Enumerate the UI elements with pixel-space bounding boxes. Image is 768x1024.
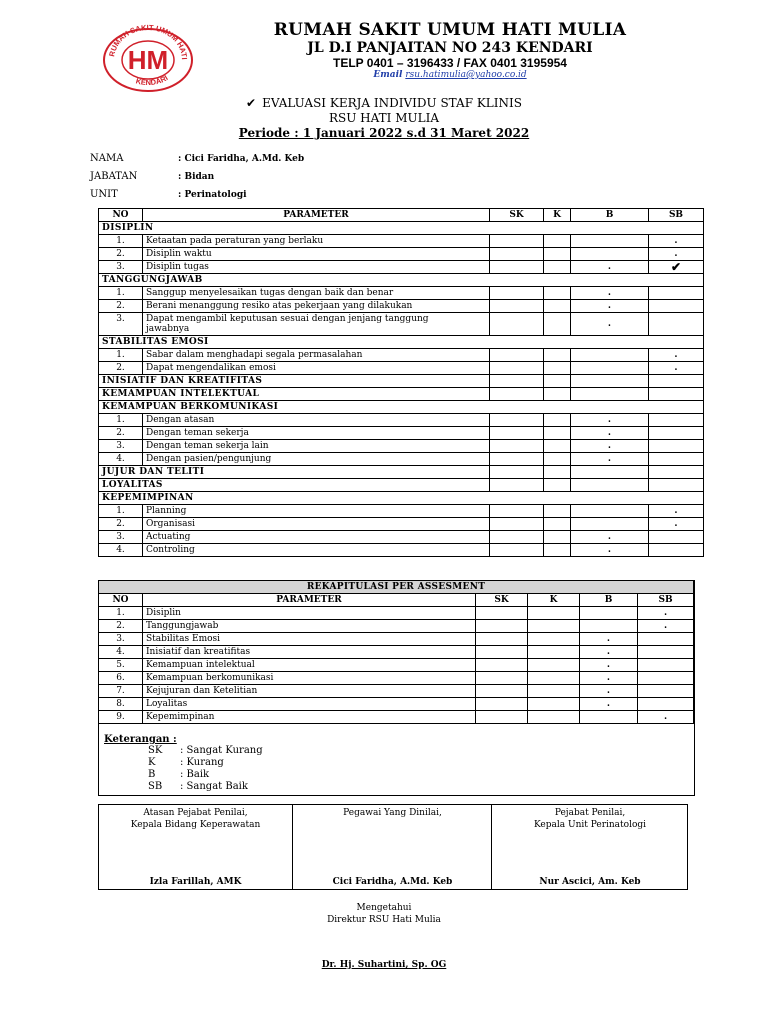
- email-label: Email: [373, 70, 403, 80]
- recap-row-parameter: Tanggungjawab: [143, 620, 476, 633]
- hospital-phone: TELP 0401 – 3196433 / FAX 0401 3195954: [333, 56, 567, 70]
- table-row: [99, 427, 704, 440]
- score-cell-k: [544, 362, 571, 375]
- row-number: 1.: [99, 235, 143, 248]
- score-cell-sb: [649, 453, 704, 466]
- score-cell-sb: .: [649, 235, 704, 248]
- recap-score-sb: .: [638, 620, 694, 633]
- unit-value: : Perinatologi: [178, 190, 247, 200]
- recap-row: [99, 607, 694, 620]
- recap-score-sb: [638, 659, 694, 672]
- table-row: [99, 248, 704, 261]
- row-number: 3.: [99, 261, 143, 274]
- row-number: 1.: [99, 287, 143, 300]
- row-parameter: Sabar dalam menghadapi segala permasalahan: [143, 349, 490, 362]
- param-line: jawabnya: [146, 324, 190, 334]
- row-number: 3.: [99, 313, 143, 336]
- footer: [0, 902, 768, 926]
- score-cell-k: [544, 466, 571, 479]
- name-value: : Cici Faridha, A.Md. Keb: [178, 154, 305, 164]
- logo-ring-bottom: KENDARI: [134, 73, 170, 88]
- recap-score-b: .: [580, 659, 638, 672]
- footer-line2: Direktur RSU Hati Mulia: [327, 915, 441, 925]
- score-cell-sb: [649, 544, 704, 557]
- hospital-logo: [100, 22, 196, 92]
- recap-score-b: .: [580, 685, 638, 698]
- director-name: Dr. Hj. Suhartini, Sp. OG: [321, 960, 447, 970]
- row-number: 2.: [99, 248, 143, 261]
- score-cell-k: [544, 531, 571, 544]
- section-label: KEMAMPUAN INTELEKTUAL: [99, 388, 490, 401]
- recap-row-parameter: Disiplin: [143, 607, 476, 620]
- recap-row-number: 5.: [99, 659, 143, 672]
- recap-row-number: 9.: [99, 711, 143, 724]
- sig3-line2: Kepala Unit Perinatologi: [533, 820, 647, 830]
- email-link[interactable]: rsu.hatimulia@yahoo.co.id: [405, 70, 527, 80]
- recap-score-sb: .: [638, 607, 694, 620]
- score-cell-sk: [490, 261, 544, 274]
- row-number: 2.: [99, 362, 143, 375]
- score-cell-b: [571, 388, 649, 401]
- score-cell-sb: [649, 531, 704, 544]
- score-cell-sk: [490, 287, 544, 300]
- score-cell-sk: [490, 388, 544, 401]
- recap-row-parameter: Inisiatif dan kreatifitas: [143, 646, 476, 659]
- score-cell-k: [544, 313, 571, 336]
- recap-score-sk: [476, 633, 528, 646]
- recap-row-parameter: Kejujuran dan Ketelitian: [143, 685, 476, 698]
- score-cell-k: [544, 287, 571, 300]
- recap-score-k: [528, 672, 580, 685]
- doc-title: EVALUASI KERJA INDIVIDU STAF KLINIS: [262, 96, 522, 110]
- score-cell-sk: [490, 300, 544, 313]
- logo-ring-top: RUMAH SAKIT UMUM HATI: [107, 22, 190, 60]
- score-cell-b: [571, 362, 649, 375]
- position-value: : Bidan: [178, 172, 215, 182]
- score-cell-sk: [490, 414, 544, 427]
- employee-unit-row: [90, 189, 247, 200]
- score-cell-sb: [649, 388, 704, 401]
- col-parameter: PARAMETER: [143, 209, 490, 222]
- recap-score-b: [580, 620, 638, 633]
- score-cell-k: [544, 427, 571, 440]
- row-number: 1.: [99, 414, 143, 427]
- recap-table: [98, 580, 694, 724]
- score-cell-k: [544, 261, 571, 274]
- check-icon: ✔: [649, 261, 704, 274]
- section-row: [99, 388, 704, 401]
- score-cell-sb: [649, 375, 704, 388]
- sig3-name: Nur Ascici, Am. Keb: [539, 877, 641, 887]
- signature-col-assessor: [491, 805, 688, 889]
- score-cell-sb: [649, 440, 704, 453]
- legend-item: B : Baik: [148, 769, 210, 780]
- signature-col-employee: [292, 805, 492, 889]
- score-cell-k: [544, 349, 571, 362]
- row-parameter: Planning: [143, 505, 490, 518]
- score-cell-b: .: [571, 440, 649, 453]
- sig3-line1: Pejabat Penilai,: [554, 808, 626, 818]
- table-row: [99, 531, 704, 544]
- score-cell-sk: [490, 362, 544, 375]
- score-cell-sk: [490, 427, 544, 440]
- score-cell-sb: [649, 287, 704, 300]
- recap-score-b: .: [580, 672, 638, 685]
- recap-row-parameter: Kepemimpinan: [143, 711, 476, 724]
- logo-initials: HM: [127, 45, 169, 75]
- recap-score-sk: [476, 659, 528, 672]
- recap-score-sb: .: [638, 711, 694, 724]
- score-cell-b: .: [571, 453, 649, 466]
- score-cell-sk: [490, 531, 544, 544]
- recap-score-sk: [476, 620, 528, 633]
- recap-row: [99, 646, 694, 659]
- param-line: Dapat mengambil keputusan sesuai dengan jenjang tanggung: [146, 314, 429, 324]
- score-cell-b: .: [571, 287, 649, 300]
- section-row: [99, 375, 704, 388]
- signature-box: [98, 804, 688, 890]
- table-row: [99, 261, 704, 274]
- recap-score-sb: [638, 698, 694, 711]
- recap-score-k: [528, 607, 580, 620]
- recap-row-number: 4.: [99, 646, 143, 659]
- score-cell-k: [544, 300, 571, 313]
- table-row: [99, 414, 704, 427]
- row-parameter: Dengan pasien/pengunjung: [143, 453, 490, 466]
- row-number: 4.: [99, 453, 143, 466]
- score-cell-k: [544, 388, 571, 401]
- legend-title: Keterangan :: [104, 734, 177, 745]
- recap-score-k: [528, 698, 580, 711]
- score-cell-sk: [490, 313, 544, 336]
- row-number: 3.: [99, 531, 143, 544]
- legend-item: SK : Sangat Kurang: [148, 745, 263, 756]
- section-label: STABILITAS EMOSI: [99, 336, 704, 349]
- recap-col-k: K: [528, 594, 580, 607]
- table-row: [99, 453, 704, 466]
- score-cell-b: .: [571, 427, 649, 440]
- score-cell-sb: .: [649, 248, 704, 261]
- employee-name-row: [90, 153, 304, 164]
- recap-title: REKAPITULASI PER ASSESMENT: [99, 581, 694, 594]
- recap-score-sk: [476, 685, 528, 698]
- score-cell-b: .: [571, 261, 649, 274]
- section-label: JUJUR DAN TELITI: [99, 466, 490, 479]
- score-cell-k: [544, 375, 571, 388]
- recap-score-sb: [638, 646, 694, 659]
- recap-title-row: [99, 581, 694, 594]
- row-parameter: Berani menanggung resiko atas pekerjaan yang dilakukan: [143, 300, 490, 313]
- recap-score-k: [528, 646, 580, 659]
- recap-col-no: NO: [99, 594, 143, 607]
- score-cell-b: [571, 518, 649, 531]
- col-sb: SB: [649, 209, 704, 222]
- recap-col-sb: SB: [638, 594, 694, 607]
- table-row: [99, 349, 704, 362]
- check-icon: ✔: [246, 96, 257, 110]
- hospital-email-line: [240, 70, 660, 80]
- eval-header-row: [99, 209, 704, 222]
- recap-score-k: [528, 711, 580, 724]
- footer-line1: Mengetahui: [356, 903, 412, 913]
- score-cell-k: [544, 479, 571, 492]
- section-label: TANGGUNGJAWAB: [99, 274, 704, 287]
- score-cell-sb: [649, 427, 704, 440]
- recap-row-number: 1.: [99, 607, 143, 620]
- recap-row-number: 3.: [99, 633, 143, 646]
- row-number: 1.: [99, 505, 143, 518]
- unit-label: UNIT: [90, 189, 118, 200]
- recap-row-number: 7.: [99, 685, 143, 698]
- col-no: NO: [99, 209, 143, 222]
- recap-row: [99, 685, 694, 698]
- score-cell-k: [544, 414, 571, 427]
- score-cell-k: [544, 518, 571, 531]
- row-parameter: Dengan teman sekerja: [143, 427, 490, 440]
- section-row: [99, 492, 704, 505]
- score-cell-sk: [490, 235, 544, 248]
- row-number: 3.: [99, 440, 143, 453]
- score-cell-sk: [490, 505, 544, 518]
- score-cell-k: [544, 453, 571, 466]
- row-parameter: Dengan teman sekerja lain: [143, 440, 490, 453]
- hospital-name: RUMAH SAKIT UMUM HATI MULIA: [273, 20, 627, 40]
- score-cell-b: .: [571, 414, 649, 427]
- recap-row-parameter: Stabilitas Emosi: [143, 633, 476, 646]
- section-row: [99, 479, 704, 492]
- evaluation-table: [98, 208, 704, 557]
- recap-row-parameter: Loyalitas: [143, 698, 476, 711]
- signature-col-assessor-superior: [99, 805, 292, 889]
- section-label: INISIATIF DAN KREATIFITAS: [99, 375, 490, 388]
- score-cell-sb: .: [649, 362, 704, 375]
- table-row: [99, 362, 704, 375]
- hospital-address: JL D.I PANJAITAN NO 243 KENDARI: [307, 40, 593, 56]
- recap-row: [99, 698, 694, 711]
- recap-row: [99, 711, 694, 724]
- recap-score-sk: [476, 672, 528, 685]
- score-cell-sb: .: [649, 518, 704, 531]
- score-cell-sk: [490, 349, 544, 362]
- score-cell-b: [571, 375, 649, 388]
- table-row: [99, 440, 704, 453]
- score-cell-b: [571, 235, 649, 248]
- score-cell-k: [544, 544, 571, 557]
- score-cell-sk: [490, 479, 544, 492]
- score-cell-sk: [490, 248, 544, 261]
- section-label: DISIPLIN: [99, 222, 704, 235]
- recap-row: [99, 659, 694, 672]
- score-cell-sb: [649, 414, 704, 427]
- table-row: [99, 313, 704, 336]
- sig2-name: Cici Faridha, A.Md. Keb: [332, 877, 453, 887]
- recap-score-sk: [476, 646, 528, 659]
- legend-item: SB : Sangat Baik: [148, 781, 248, 792]
- recap-score-sk: [476, 607, 528, 620]
- recap-score-sb: [638, 672, 694, 685]
- row-number: 4.: [99, 544, 143, 557]
- table-row: [99, 505, 704, 518]
- recap-score-sk: [476, 698, 528, 711]
- sig2-line1: Pegawai Yang Dinilai,: [343, 808, 442, 818]
- row-parameter: [143, 313, 490, 336]
- score-cell-sk: [490, 375, 544, 388]
- score-cell-b: .: [571, 544, 649, 557]
- table-row: [99, 544, 704, 557]
- row-parameter: Disiplin waktu: [143, 248, 490, 261]
- doc-title-line2: RSU HATI MULIA: [329, 111, 439, 125]
- recap-col-sk: SK: [476, 594, 528, 607]
- score-cell-sk: [490, 518, 544, 531]
- score-cell-sk: [490, 453, 544, 466]
- section-label: LOYALITAS: [99, 479, 490, 492]
- row-number: 2.: [99, 300, 143, 313]
- row-parameter: Sanggup menyelesaikan tugas dengan baik dan benar: [143, 287, 490, 300]
- name-label: NAMA: [90, 153, 124, 164]
- sig1-line2: Kepala Bidang Keperawatan: [130, 820, 261, 830]
- recap-score-b: .: [580, 646, 638, 659]
- score-cell-sb: [649, 479, 704, 492]
- recap-row-number: 8.: [99, 698, 143, 711]
- row-parameter: Organisasi: [143, 518, 490, 531]
- score-cell-k: [544, 248, 571, 261]
- table-row: [99, 518, 704, 531]
- recap-score-b: [580, 711, 638, 724]
- recap-score-sb: [638, 633, 694, 646]
- recap-score-b: .: [580, 633, 638, 646]
- section-row: [99, 222, 704, 235]
- recap-header-row: [99, 594, 694, 607]
- col-k: K: [544, 209, 571, 222]
- table-row: [99, 235, 704, 248]
- row-parameter: Ketaatan pada peraturan yang berlaku: [143, 235, 490, 248]
- row-parameter: Controling: [143, 544, 490, 557]
- recap-row-number: 6.: [99, 672, 143, 685]
- score-cell-b: [571, 349, 649, 362]
- recap-score-k: [528, 685, 580, 698]
- score-cell-k: [544, 235, 571, 248]
- recap-score-sb: [638, 685, 694, 698]
- score-cell-b: [571, 505, 649, 518]
- score-cell-sk: [490, 466, 544, 479]
- recap-row: [99, 633, 694, 646]
- table-row: [99, 287, 704, 300]
- score-cell-sb: [649, 300, 704, 313]
- row-parameter: Dapat mengendalikan emosi: [143, 362, 490, 375]
- recap-row: [99, 620, 694, 633]
- score-cell-sk: [490, 544, 544, 557]
- legend-item: K : Kurang: [148, 757, 224, 768]
- section-row: [99, 274, 704, 287]
- recap-col-b: B: [580, 594, 638, 607]
- row-number: 1.: [99, 349, 143, 362]
- row-parameter: Disiplin tugas: [143, 261, 490, 274]
- recap-score-k: [528, 659, 580, 672]
- doc-title-line1: [0, 96, 768, 110]
- score-cell-sk: [490, 440, 544, 453]
- score-cell-b: .: [571, 313, 649, 336]
- recap-score-sk: [476, 711, 528, 724]
- row-parameter: Actuating: [143, 531, 490, 544]
- score-cell-sb: .: [649, 349, 704, 362]
- legend: [148, 745, 263, 793]
- period: Periode : 1 Januari 2022 s.d 31 Maret 2022: [238, 126, 530, 140]
- row-number: 2.: [99, 427, 143, 440]
- recap-col-parameter: PARAMETER: [143, 594, 476, 607]
- score-cell-b: [571, 248, 649, 261]
- score-cell-k: [544, 440, 571, 453]
- sig1-name: Izla Farillah, AMK: [149, 877, 242, 887]
- row-parameter: Dengan atasan: [143, 414, 490, 427]
- score-cell-b: [571, 466, 649, 479]
- table-row: [99, 300, 704, 313]
- recap-row: [99, 672, 694, 685]
- score-cell-b: .: [571, 531, 649, 544]
- section-row: [99, 401, 704, 414]
- recap-score-k: [528, 620, 580, 633]
- score-cell-sb: [649, 313, 704, 336]
- score-cell-b: [571, 479, 649, 492]
- score-cell-sb: [649, 466, 704, 479]
- sig1-line1: Atasan Pejabat Penilai,: [143, 808, 248, 818]
- col-b: B: [571, 209, 649, 222]
- recap-row-number: 2.: [99, 620, 143, 633]
- row-number: 2.: [99, 518, 143, 531]
- section-row: [99, 466, 704, 479]
- recap-score-k: [528, 633, 580, 646]
- section-label: KEMAMPUAN BERKOMUNIKASI: [99, 401, 704, 414]
- score-cell-sb: .: [649, 505, 704, 518]
- recap-score-b: [580, 607, 638, 620]
- section-row: [99, 336, 704, 349]
- score-cell-k: [544, 505, 571, 518]
- employee-position-row: [90, 171, 214, 182]
- recap-row-parameter: Kemampuan intelektual: [143, 659, 476, 672]
- col-sk: SK: [490, 209, 544, 222]
- position-label: JABATAN: [90, 171, 138, 182]
- score-cell-b: .: [571, 300, 649, 313]
- recap-row-parameter: Kemampuan berkomunikasi: [143, 672, 476, 685]
- recap-score-b: .: [580, 698, 638, 711]
- section-label: KEPEMIMPINAN: [99, 492, 704, 505]
